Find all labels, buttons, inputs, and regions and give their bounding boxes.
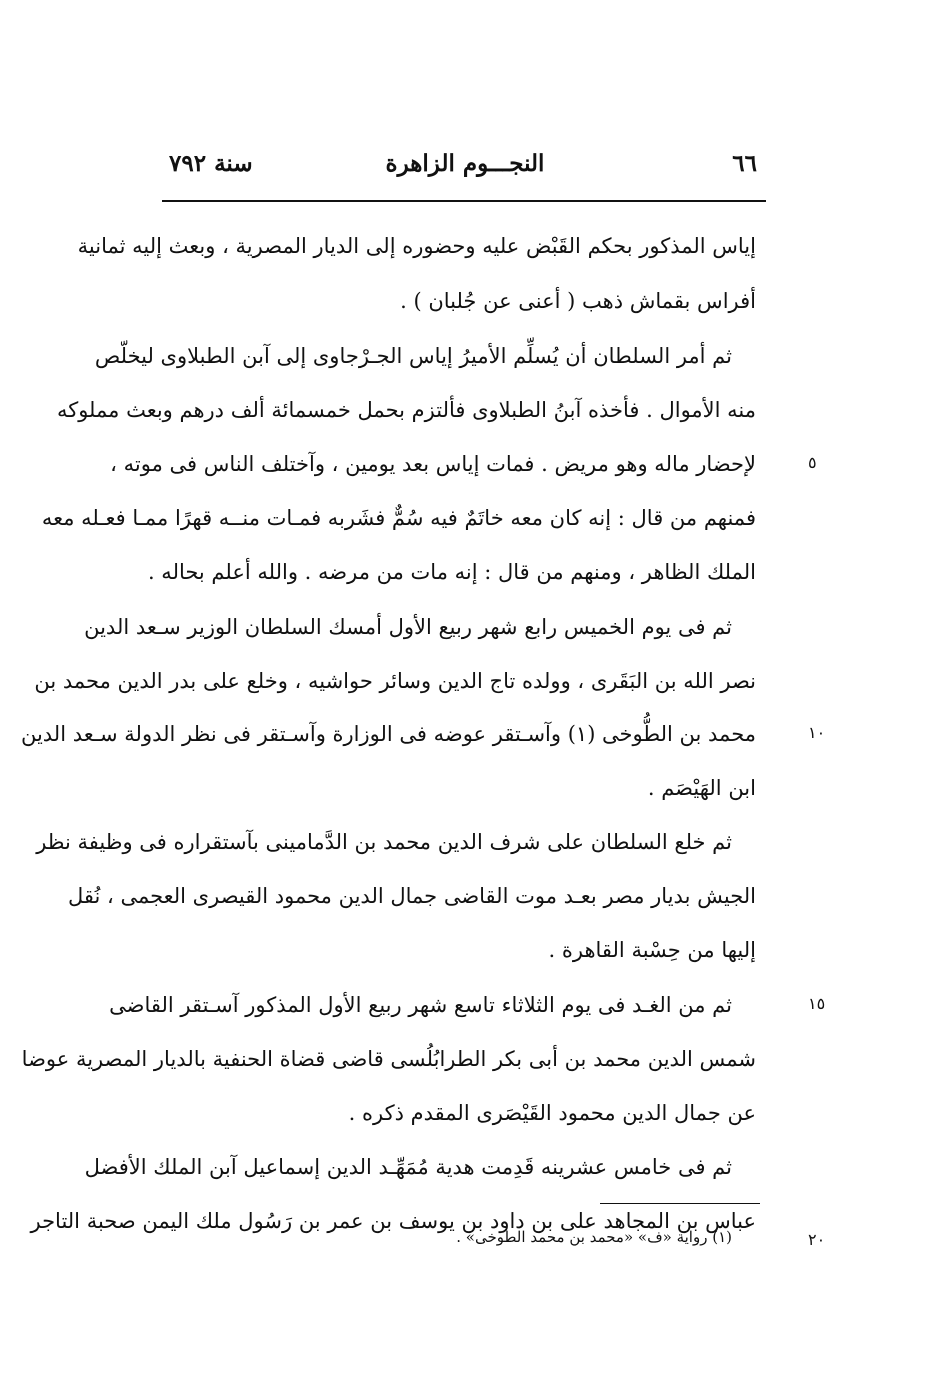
margin-line-number: ٢٠ xyxy=(808,1230,826,1249)
text-line: عباس بن المجاهد على بن داود بن يوسف بن عمر بن رَسُول ملك اليمن صحبة التاجر xyxy=(30,1209,756,1233)
text-line: ثم خلع السلطان على شرف الدين محمد بن الدَّمامينى بآستقراره فى وظيفة نظر xyxy=(36,830,732,854)
text-line: الملك الظاهر ، ومنهم من قال : إنه مات من مرضه . والله أعلم بحاله . xyxy=(147,560,756,584)
text-line: منه الأموال . فأخذه آبنُ الطبلاوى فألتزم بحمل خمسمائة ألف درهم وبعث مملوكه xyxy=(56,398,756,422)
footnote-rule xyxy=(600,1203,760,1204)
text-line: إياس المذكور بحكم القَبْض عليه وحضوره إلى الديار المصرية ، وبعث إليه ثمانية xyxy=(77,234,756,258)
footnote: (١) رواية «ف» «محمد بن محمد الطوخى» . xyxy=(456,1228,732,1246)
header-rule xyxy=(162,200,766,202)
text-line: شمس الدين محمد بن أبى بكر الطرابُلُسى قاضى قضاة الحنفية بالديار المصرية عوضا xyxy=(21,1047,756,1071)
text-line: فمنهم من قال : إنه كان معه خاتَمٌ فيه سُمٌّ فشَربه فمـات منــه قهرًا ممـا فعـله معه xyxy=(41,506,756,530)
text-line: ثم فى خامس عشرينه قَدِمت هدية مُمَهِّـد الدين إسماعيل آبن الملك الأفضل xyxy=(84,1155,732,1179)
margin-line-number: ٥ xyxy=(808,453,817,472)
text-line: أفراس بقماش ذهب ( أعنى عن جُلبان ) . xyxy=(400,289,756,313)
page-number: ٦٦ xyxy=(732,150,757,177)
text-line: ثم من الغـد فى يوم الثلاثاء تاسع شهر ربيع الأول المذكور آسـتقر القاضى xyxy=(109,993,732,1017)
running-title: النجـــوم الزاهرة xyxy=(385,150,545,177)
text-line: نصر الله بن البَقَرى ، وولده تاج الدين وسائر حواشيه ، وخلع على بدر الدين محمد بن xyxy=(34,669,756,693)
text-line: إليها من حِسْبة القاهرة . xyxy=(548,938,756,962)
running-header xyxy=(165,150,765,190)
margin-line-number: ١٠ xyxy=(808,723,826,742)
text-line: عن جمال الدين محمود القَيْصَرى المقدم ذكره . xyxy=(348,1101,756,1125)
text-line: لإحضار ماله وهو مريض . فمات إياس بعد يومين ، وآختلف الناس فى موته ، xyxy=(110,452,756,476)
margin-line-number: ١٥ xyxy=(808,994,826,1013)
text-line: ابن الهَيْصَم . xyxy=(647,776,756,800)
header-year: سنة ٧٩٢ xyxy=(169,150,253,177)
text-line: ثم فى يوم الخميس رابع شهر ربيع الأول أمسك السلطان الوزير سـعد الدين xyxy=(84,615,732,639)
text-line: ثم أمر السلطان أن يُسلِّم الأميرُ إياس الجـرْجاوى إلى آبن الطبلاوى ليخلّص xyxy=(94,344,732,368)
text-line: محمد بن الطُّوخى (١) وآسـتقر عوضه فى الوزارة وآسـتقر فى نظر الدولة سـعد الدين xyxy=(20,722,756,746)
text-line: الجيش بديار مصر بعـد موت القاضى جمال الدين محمود القيصرى العجمى ، نُقل xyxy=(67,884,756,908)
